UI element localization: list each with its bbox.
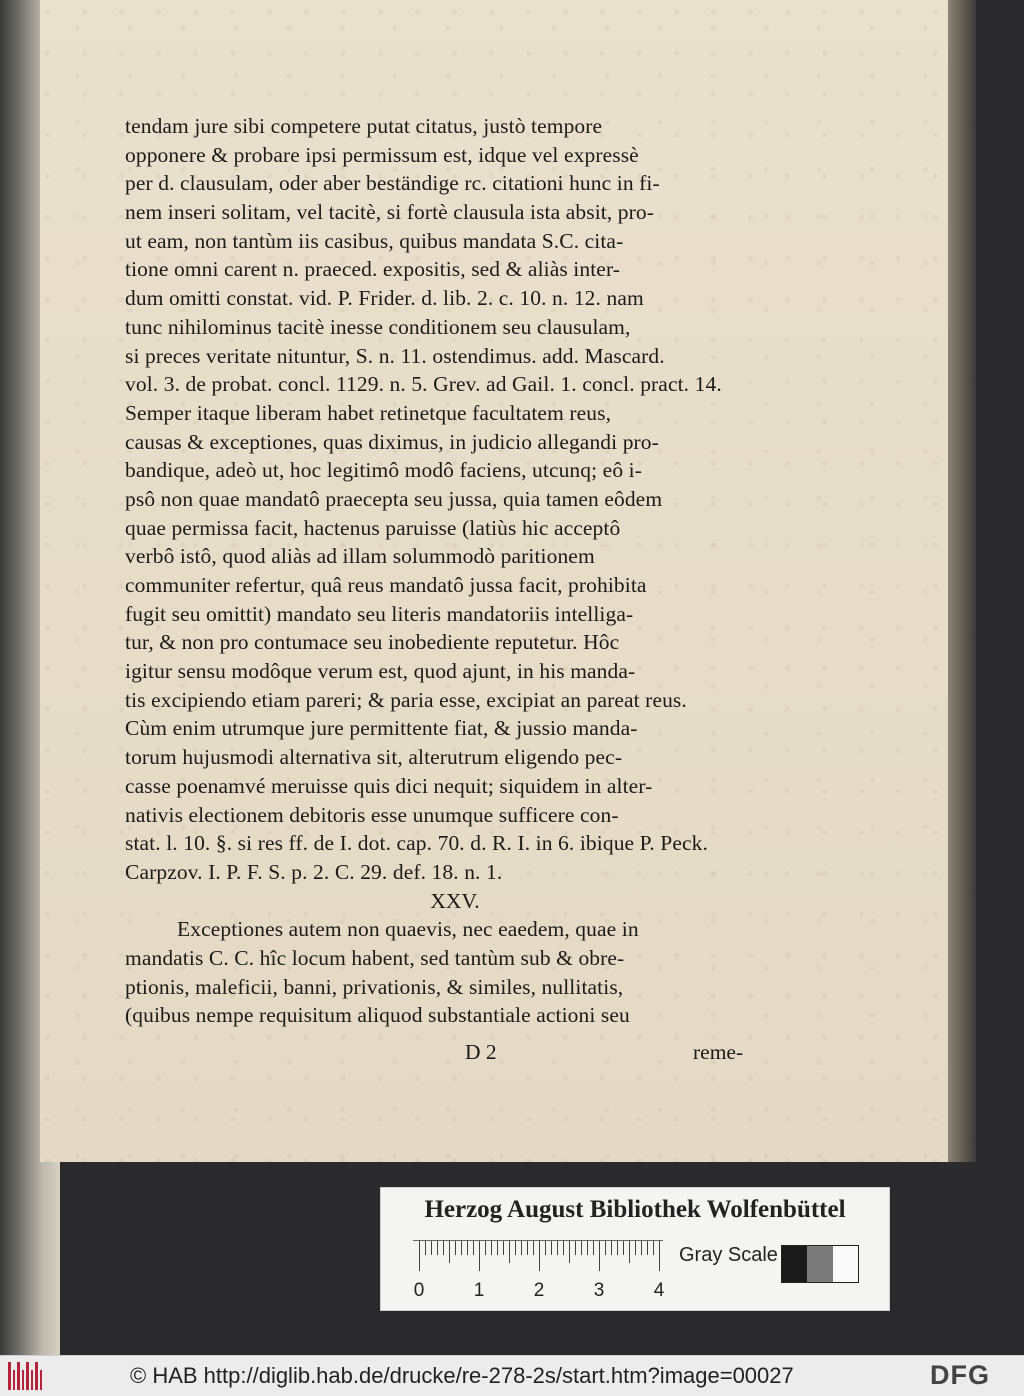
ruler-tick [509, 1241, 510, 1263]
ruler-tick [473, 1241, 474, 1255]
text-line: fugit seu omittit) mandato seu literis mandatoriis intelliga- [125, 601, 634, 626]
ruler-tick [425, 1241, 426, 1255]
text-line: dum omitti constat. vid. P. Frider. d. lib. 2. c. 10. n. 12. nam [125, 286, 644, 311]
text-line: Semper itaque liberam habet retinetque facultatem reus, [125, 400, 612, 425]
signature-mark: D 2 [465, 1040, 497, 1064]
ruler-tick [575, 1241, 576, 1255]
hab-barcode-logo-icon[interactable] [8, 1362, 44, 1390]
text-line: nativis electionem debitoris esse unumque sufficere con- [125, 802, 619, 827]
ruler-tick [437, 1241, 438, 1255]
ruler-tick [431, 1241, 432, 1255]
copyright-link[interactable]: © HAB http://diglib.hab.de/drucke/re-278-2s/start.htm?image=00027 [130, 1363, 794, 1388]
ruler-tick [629, 1241, 630, 1263]
text-line: psô non quae mandatô praecepta seu jussa, quia tamen eôdem [125, 486, 663, 511]
text-line: quae permissa facit, hactenus paruisse (latiùs hic acceptô [125, 515, 621, 540]
ruler-label: 4 [653, 1280, 665, 1301]
ruler-tick [653, 1241, 654, 1255]
ruler-tick [449, 1241, 450, 1263]
text-line: tendam jure sibi competere putat citatus, justò tempore [125, 114, 603, 138]
ruler-tick [635, 1241, 636, 1255]
page-edge [948, 0, 976, 1162]
ruler-tick [563, 1241, 564, 1255]
text-line: casse poenamvé meruisse quis dici nequit; siquidem in alter- [125, 773, 653, 798]
ruler-tick [641, 1241, 642, 1255]
color-target-card [380, 1187, 890, 1311]
text-line: ptionis, maleficii, banni, privationis, & similes, nullitatis, [125, 974, 624, 999]
page-footer-line [125, 1040, 785, 1070]
ruler-tick [419, 1241, 420, 1271]
scale-ruler [413, 1240, 663, 1271]
text-line: tione omni carent n. praeced. expositis, sed & aliàs inter- [125, 257, 621, 282]
gray-patch [807, 1246, 832, 1282]
gray-scale-label: Gray Scale [679, 1244, 778, 1266]
ruler-label: 1 [473, 1280, 485, 1301]
ruler-tick [467, 1241, 468, 1255]
text-line: tis excipiendo etiam pareri; & paria esse, excipiat an pareat reus. [125, 687, 687, 712]
text-line: Cùm enim utrumque jure permittente fiat, & jussio manda- [125, 716, 638, 741]
ruler-tick [623, 1241, 624, 1255]
gray-patch [833, 1246, 858, 1282]
text-line: mandatis C. C. hîc locum habent, sed tantùm sub & obre- [125, 945, 625, 970]
text-line: causas & exceptiones, quas diximus, in judicio allegandi pro- [125, 429, 659, 454]
text-line: communiter refertur, quâ reus mandatô jussa facit, prohibita [125, 573, 647, 597]
text-line: stat. l. 10. §. si res ff. de I. dot. cap. 70. d. R. I. in 6. ibique P. Peck. [125, 831, 708, 856]
gray-scale-patches [781, 1245, 859, 1283]
ruler-tick [503, 1241, 504, 1255]
library-name: Herzog August Bibliothek Wolfenbüttel [424, 1196, 846, 1223]
text-line: igitur sensu modôque verum est, quod ajunt, in his manda- [125, 659, 636, 684]
ruler-label: 2 [533, 1280, 545, 1301]
ruler-tick [479, 1241, 480, 1271]
ruler-tick [515, 1241, 516, 1255]
text-line: vol. 3. de probat. concl. 1129. n. 5. Grev. ad Gail. 1. concl. pract. 14. [125, 372, 722, 397]
ruler-label: 0 [413, 1280, 425, 1301]
ruler-tick [659, 1241, 660, 1271]
ruler-tick [533, 1241, 534, 1255]
ruler-tick [611, 1241, 612, 1255]
catchword: reme- [693, 1040, 744, 1064]
ruler-tick [491, 1241, 492, 1255]
ruler-tick [587, 1241, 588, 1255]
ruler-tick [443, 1241, 444, 1255]
ruler-tick [497, 1241, 498, 1255]
ruler-tick [599, 1241, 600, 1271]
ruler-tick [617, 1241, 618, 1255]
text-line: tunc nihilominus tacitè inesse conditionem seu clausulam, [125, 314, 631, 339]
text-line: opponere & probare ipsi permissum est, idque vel expressè [125, 142, 639, 167]
text-line: torum hujusmodi alternativa sit, alterutrum eligendo pec- [125, 745, 623, 770]
ruler-tick [455, 1241, 456, 1255]
ruler-tick [581, 1241, 582, 1255]
text-line: Carpzov. I. P. F. S. p. 2. C. 29. def. 18. n. 1. [125, 859, 503, 884]
ruler-tick [557, 1241, 558, 1255]
ruler-tick [527, 1241, 528, 1255]
text-line: nem inseri solitam, vel tacitè, si fortè clausula ista absit, pro- [125, 200, 655, 225]
ruler-tick [545, 1241, 546, 1255]
ruler-tick [593, 1241, 594, 1255]
text-line: bandique, adeò ut, hoc legitimô modô faciens, utcunq; eô i- [125, 458, 642, 483]
gray-patch [782, 1246, 807, 1282]
dfg-logo[interactable]: DFG [930, 1360, 990, 1390]
text-line: verbô istô, quod aliàs ad illam solummodò paritionem [125, 544, 595, 569]
ruler-tick [539, 1241, 540, 1271]
text-line: per d. clausulam, oder aber beständige rc. citationi hunc in fi- [125, 171, 660, 196]
text-line: si preces veritate nituntur, S. n. 11. ostendimus. add. Mascard. [125, 343, 665, 368]
ruler-label: 3 [593, 1280, 605, 1301]
ruler-tick [521, 1241, 522, 1255]
ruler-tick [569, 1241, 570, 1263]
ruler-tick [605, 1241, 606, 1255]
text-line: Exceptiones autem non quaevis, nec eaedem, quae in [177, 917, 639, 942]
text-line: (quibus nempe requisitum aliquod substantiale actioni seu [125, 1003, 630, 1028]
text-line: ut eam, non tantùm iis casibus, quibus mandata S.C. cita- [125, 228, 624, 253]
ruler-tick [551, 1241, 552, 1255]
section-number: XXV. [430, 888, 480, 913]
page-text [125, 112, 785, 1030]
ruler-tick [485, 1241, 486, 1255]
viewer-footer [0, 1355, 1024, 1396]
ruler-tick [461, 1241, 462, 1255]
text-line: tur, & non pro contumace seu inobediente reputetur. Hôc [125, 630, 620, 655]
ruler-tick [647, 1241, 648, 1255]
